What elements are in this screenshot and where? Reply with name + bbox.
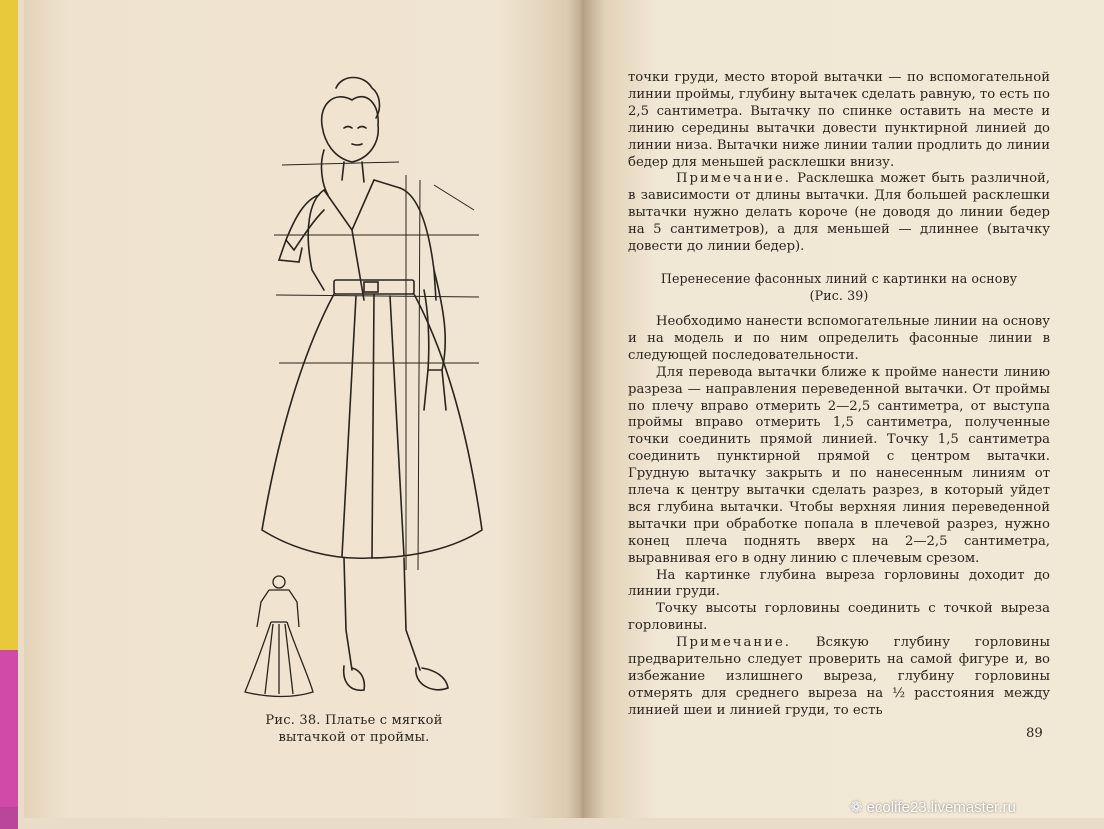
caption-line-2: вытачкой от проймы. <box>278 730 430 745</box>
watermark <box>850 798 1016 816</box>
paragraph: Точку высоты горловины соединить с точкой выреза горловины. <box>628 601 1050 634</box>
right-page-text <box>628 70 1050 720</box>
section-heading: Перенесение фасонных линий с картинки на основу <box>660 270 1018 286</box>
note-label: Примечание. <box>676 635 791 651</box>
note-paragraph <box>628 635 1050 720</box>
page-number: 89 <box>1026 726 1043 741</box>
paragraph: точки груди, место второй вытачки — по вспомогательной линии проймы, глубину вытачек сделать равную, то есть по 2,5 сантиметра. Вытачку по спинке оставить на месте и линию середины вытачки довести пунктирной линией до линии низа. Вытачки ниже линии талии продлить до линии бедер для меньшей расклешки внизу. <box>628 70 1050 170</box>
note-paragraph <box>628 171 1050 256</box>
flower-icon: ❁ <box>850 799 863 816</box>
paragraph: Необходимо нанести вспомогательные линии на основу и на модель и по ним определить фасонные линии в следующей последовательности. <box>628 313 1050 363</box>
paragraph: Для перевода вытачки ближе к пройме нанести линию разреза — направления переведенной вытачки. От проймы по плечу вправо отмерить 2—2,5 сантиметра, от выступа проймы вправо отмерить 1,5 сантиметра, полученные точки соединить прямой линией. Точку 1,5 сантиметра соединить пунктирной прямой с центром вытачки. Грудную вытачку закрыть и по нанесенным линиям от плеча к центру вытачки сделать разрез, в который уйдет вся глубина вытачки. Чтобы верхняя линия переведенной вытачки при обработке попала в плечевой разрез, нужно конец плеча поднять вверх на 2—2,5 сантиметра, выравнивая его в одну линию с плечевым срезом. <box>628 364 1050 566</box>
watermark-text: ecolife23.livemaster.ru <box>866 799 1016 816</box>
note-label: Примечание. <box>676 171 791 187</box>
figure-caption <box>239 712 469 746</box>
back-view-illustration <box>239 572 319 702</box>
left-page <box>24 0 584 818</box>
note-text: Расклешка может быть различной, в зависимости от длины вытачки. Для большей расклешки вытачки нужно делать короче (не доводя до линии бедер на 5 сантиметров), а для меньшей — длиннее (вытачку довести до линии бедер). <box>628 171 1050 255</box>
note-text: Всякую глубину горловины предварительно следует проверить на самой фигуре и, во избежание излишнего выреза, глубину горловины отмерять для среднего выреза на ½ расстояния между линией шеи и линией груди, то есть <box>628 635 1050 718</box>
paragraph: На картинке глубина выреза горловины доходит до линии груди. <box>628 567 1050 600</box>
section-figure-ref: (Рис. 39) <box>809 287 869 303</box>
open-book <box>18 0 1104 829</box>
caption-line-1: Рис. 38. Платье с мягкой <box>265 713 443 728</box>
